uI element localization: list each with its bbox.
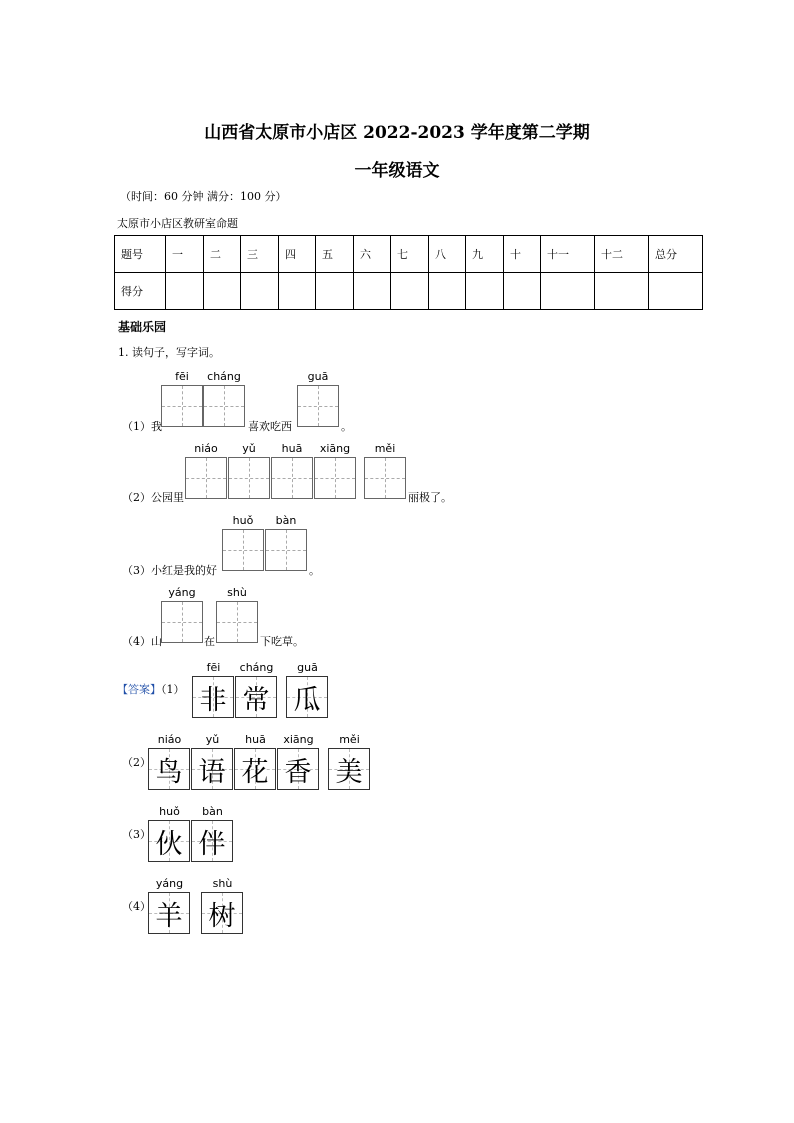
score-input-cell[interactable] <box>466 273 504 310</box>
answer-char-box: 美 <box>328 748 370 790</box>
page-subtitle: 一年级语文 <box>354 161 440 181</box>
writing-box[interactable] <box>271 457 313 499</box>
answer-char-box: 树 <box>201 892 243 934</box>
score-input-cell[interactable] <box>595 273 649 310</box>
question-1-end: 。 <box>341 420 352 433</box>
question-2-label: （2）公园里 <box>122 491 184 504</box>
answer-char-box: 鸟 <box>148 748 190 790</box>
score-input-cell[interactable] <box>504 273 541 310</box>
writing-box[interactable] <box>228 457 270 499</box>
score-table <box>114 235 703 310</box>
score-table-score-row <box>115 273 703 310</box>
pinyin: cháng <box>239 661 274 674</box>
score-input-cell[interactable] <box>166 273 204 310</box>
answer-4-num: （4） <box>122 900 151 913</box>
page-title: 山西省太原市小店区 2022-2023 学年度第二学期 <box>204 123 590 143</box>
pinyin: huā <box>245 733 266 746</box>
writing-box[interactable] <box>265 529 307 571</box>
pinyin: měi <box>374 442 396 455</box>
score-input-cell[interactable] <box>429 273 466 310</box>
question-3-end: 。 <box>309 564 320 577</box>
pinyin: yǔ <box>205 733 220 746</box>
score-cell: 五 <box>316 236 354 273</box>
question-2-end: 丽极了。 <box>408 491 452 504</box>
writing-box[interactable] <box>297 385 339 427</box>
answer-char-box: 常 <box>235 676 277 718</box>
exam-author: 太原市小店区教研室命题 <box>117 217 238 230</box>
writing-box[interactable] <box>216 601 258 643</box>
score-cell: 总分 <box>649 236 703 273</box>
score-cell: 九 <box>466 236 504 273</box>
pinyin: guā <box>307 370 329 383</box>
question-3-label: （3）小红是我的好 <box>122 564 217 577</box>
pinyin: bàn <box>275 514 297 527</box>
pinyin: niáo <box>157 733 182 746</box>
pinyin: shù <box>212 877 233 890</box>
question-4-text: 在 <box>204 635 215 648</box>
answer-char-box: 非 <box>192 676 234 718</box>
answer-char-box: 语 <box>191 748 233 790</box>
question-1-label: （1）我 <box>122 420 162 433</box>
score-cell: 十二 <box>595 236 649 273</box>
writing-box[interactable] <box>203 385 245 427</box>
pinyin: huā <box>281 442 303 455</box>
exam-info: （时间：60 分钟 满分：100 分） <box>120 190 287 203</box>
score-input-cell[interactable] <box>204 273 241 310</box>
score-input-cell[interactable] <box>391 273 429 310</box>
pinyin: huǒ <box>232 514 254 527</box>
writing-box[interactable] <box>185 457 227 499</box>
score-cell: 二 <box>204 236 241 273</box>
pinyin: měi <box>339 733 360 746</box>
pinyin: shù <box>227 586 247 599</box>
pinyin: fēi <box>206 661 221 674</box>
pinyin: huǒ <box>159 805 180 818</box>
score-input-cell[interactable] <box>354 273 391 310</box>
score-input-cell[interactable] <box>279 273 316 310</box>
section-title: 基础乐园 <box>118 320 167 334</box>
score-input-cell[interactable] <box>241 273 279 310</box>
writing-box[interactable] <box>161 385 203 427</box>
pinyin: xiāng <box>319 442 351 455</box>
score-cell: 七 <box>391 236 429 273</box>
answer-char-box: 羊 <box>148 892 190 934</box>
score-cell: 六 <box>354 236 391 273</box>
question-4-label: （4）山 <box>122 635 162 648</box>
answer-label <box>117 681 185 697</box>
pinyin: yáng <box>155 877 184 890</box>
score-cell: 十一 <box>541 236 595 273</box>
score-cell: 八 <box>429 236 466 273</box>
writing-box[interactable] <box>161 601 203 643</box>
answer-char-box: 香 <box>277 748 319 790</box>
pinyin: yǔ <box>242 442 256 455</box>
answer-char-box: 瓜 <box>286 676 328 718</box>
score-table-header-row <box>115 236 703 273</box>
question-prompt: 1. 读句子，写字词。 <box>118 346 220 359</box>
answer-tag: 【答案】 <box>117 683 161 696</box>
pinyin: bàn <box>202 805 223 818</box>
writing-box[interactable] <box>222 529 264 571</box>
question-4-end: 下吃草。 <box>260 635 304 648</box>
pinyin: yáng <box>168 586 196 599</box>
answer-char-box: 花 <box>234 748 276 790</box>
score-cell: 一 <box>166 236 204 273</box>
pinyin: fēi <box>175 370 189 383</box>
pinyin: cháng <box>207 370 241 383</box>
answer-char-box: 伙 <box>148 820 190 862</box>
answer-1-num: （1） <box>161 683 185 696</box>
writing-box[interactable] <box>364 457 406 499</box>
question-1-text: 喜欢吃西 <box>248 420 292 433</box>
score-input-cell[interactable] <box>541 273 595 310</box>
score-input-cell[interactable] <box>649 273 703 310</box>
pinyin: xiāng <box>283 733 314 746</box>
score-cell: 三 <box>241 236 279 273</box>
score-cell: 四 <box>279 236 316 273</box>
answer-3-num: （3） <box>122 828 151 841</box>
answer-char-box: 伴 <box>191 820 233 862</box>
score-cell: 十 <box>504 236 541 273</box>
score-input-cell[interactable] <box>316 273 354 310</box>
score-cell: 题号 <box>115 236 166 273</box>
answer-2-num: （2） <box>122 756 151 769</box>
pinyin: niáo <box>194 442 218 455</box>
pinyin: guā <box>297 661 318 674</box>
writing-box[interactable] <box>314 457 356 499</box>
score-cell: 得分 <box>115 273 166 310</box>
